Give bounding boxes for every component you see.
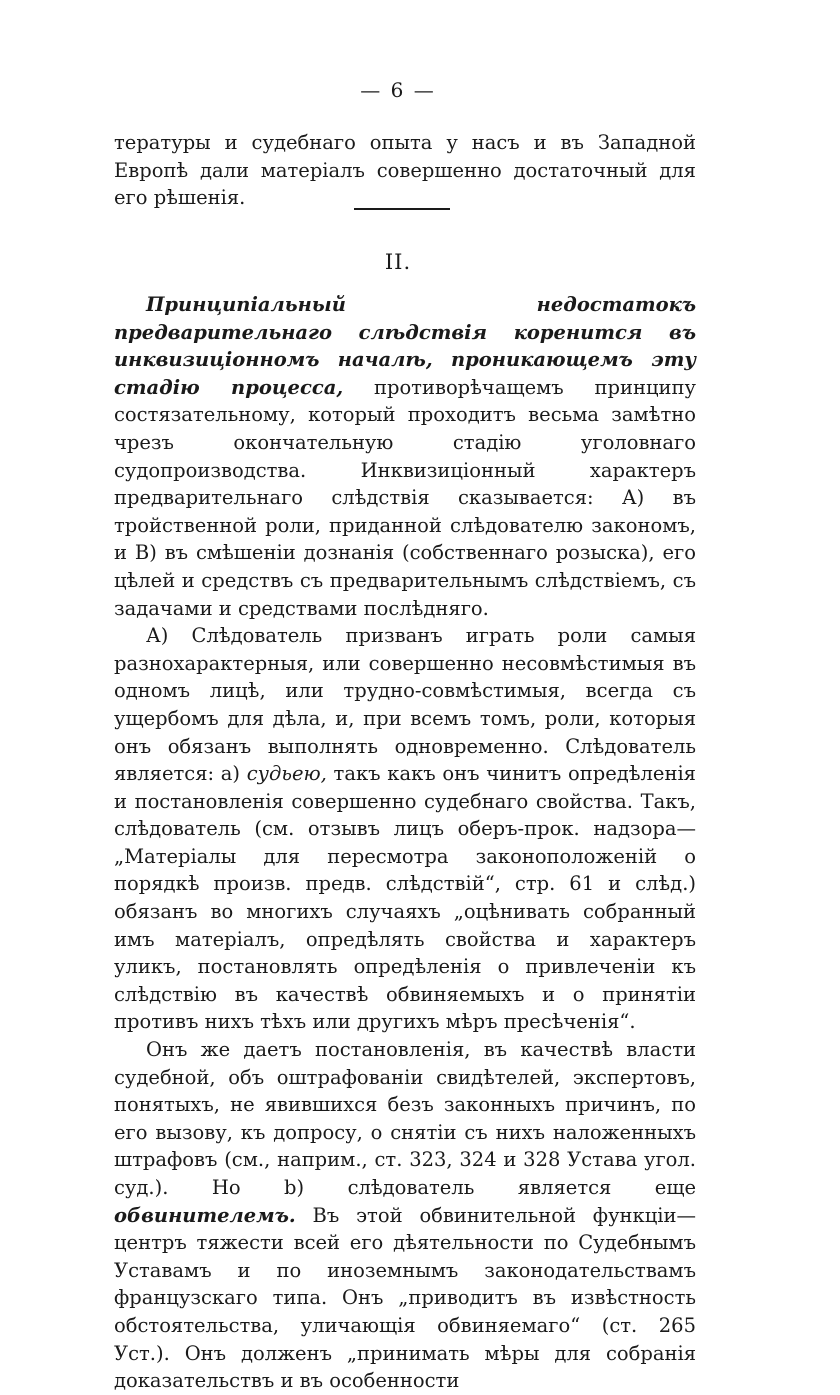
- paragraph-italic-term: обвинителемъ.: [114, 1203, 296, 1227]
- paragraph-text: А) Слѣдователь призванъ играть роли самыя разнохарактерныя, или совершенно несовмѣстимыя въ одномъ лицѣ, или трудно-совмѣстимыя, всегда съ ущербомъ для дѣла, и, при всемъ томъ, роли, которыя онъ обязанъ выполнять одновременно. Слѣдователь является: а): [114, 624, 696, 786]
- paragraph-lead-italic: Принципіальный недостатокъ предварительнаго слѣдствія коренится въ инквизиціонномъ началѣ, проникающемъ эту стадію процесса,: [114, 293, 696, 399]
- paragraph-text: Онъ же даетъ постановленія, въ качествѣ власти судебной, объ оштрафованіи свидѣтелей, экспертовъ, понятыхъ, не явившихся безъ законныхъ причинъ, по его вызову, къ допросу, о снятіи съ нихъ наложенныхъ штрафовъ (см., наприм., ст. 323, 324 и 328 Устава угол. суд.). Но b) слѣдователь является еще: [114, 1038, 696, 1199]
- continuation-text: тературы и судебнаго опыта у насъ и въ Западной Европѣ дали матеріалъ совершенно достаточный для его рѣшенія.: [114, 131, 696, 210]
- section-heading: II.: [384, 250, 412, 274]
- paragraph: [114, 291, 696, 622]
- paragraph-text: противорѣчащемъ принципу состязательному, который проходитъ весьма замѣтно чрезъ окончательную стадію уголовнаго судопроизводства. Инквизиціонный характеръ предварительнаго слѣдствія сказывается: А) въ тройственной роли, приданной слѣдователю закономъ, и В) въ смѣшеніи дознанія (собственнаго розыска), его цѣлей и средствъ съ предварительнымъ слѣдствіемъ, съ задачами и средствами послѣдняго.: [114, 375, 696, 620]
- page-number: — 6 —: [360, 78, 436, 102]
- section-body: [114, 291, 696, 1395]
- section-divider: [354, 208, 450, 210]
- paragraph-text: такъ какъ онъ чинитъ опредѣленія и постановленія совершенно судебнаго свойства. Такъ, слѣдователь (см. отзывъ лицъ оберъ-прок. надзора—„Матеріалы для пересмотра законоположеній о порядкѣ произв. предв. слѣдствій“, стр. 61 и слѣд.) обязанъ во многихъ случаяхъ „оцѣнивать собранный имъ матеріалъ, опредѣлять свойства и характеръ уликъ, постановлять опредѣленія о привлеченіи къ слѣдствію въ качествѣ обвиняемыхъ и о принятіи противъ нихъ тѣхъ или другихъ мѣръ пресѣченія“.: [114, 762, 696, 1034]
- paragraph-italic-term: судьею,: [246, 762, 327, 786]
- paragraph: [114, 622, 696, 1036]
- paragraph-text: Въ этой обвинительной функціи—центръ тяжести всей его дѣятельности по Судебнымъ Уставамъ и по иноземнымъ законодательствамъ французскаго типа. Онъ „приводитъ въ извѣстность обстоятельства, уличающія обвиняемаго“ (ст. 265 Уст.). Онъ долженъ „принимать мѣры для собранія доказательствъ и въ особенности: [114, 1203, 696, 1393]
- paragraph: [114, 1036, 696, 1395]
